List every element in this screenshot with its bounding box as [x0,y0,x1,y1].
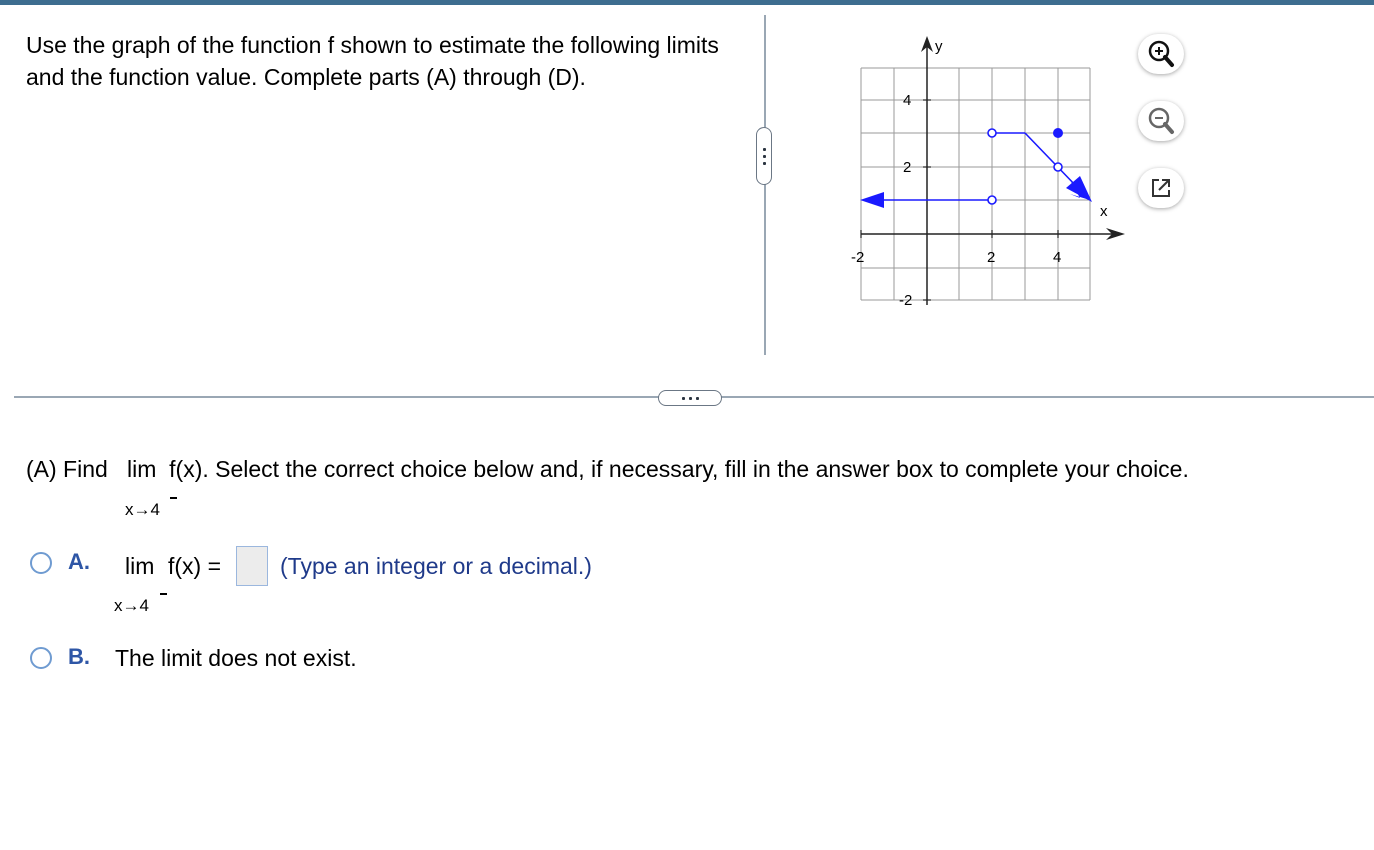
y-axis-label: y [935,38,943,55]
limit-subscript: x→4 [125,500,160,519]
vertical-divider [764,15,766,355]
part-a-prompt [26,456,1189,483]
choice-a-letter[interactable]: A. [68,549,90,574]
popout-icon [1148,175,1174,201]
x-tick-label: 4 [1053,249,1062,266]
y-tick-label: 4 [903,92,912,109]
x-axis-label: x [1100,203,1108,220]
open-point [1054,163,1062,171]
choice-a-expr: f(x) = [168,553,222,579]
choice-a-lim: lim [125,553,155,579]
open-point [988,196,996,204]
superscript-minus [170,497,177,499]
y-tick-label: 2 [903,159,912,176]
axes [861,46,1112,305]
closed-point [1053,128,1063,138]
lim-text: lim [126,456,157,482]
left-arrowhead [860,192,884,208]
fx-text: f(x). [169,456,209,482]
zoom-out-button[interactable] [1138,101,1184,141]
part-a-label: (A) Find [26,456,108,482]
popout-button[interactable] [1138,168,1184,208]
zoom-in-button[interactable] [1138,34,1184,74]
x-tick-label: -2 [851,249,865,266]
superscript-minus [160,593,167,595]
vertical-resize-handle[interactable] [756,127,772,185]
horizontal-resize-handle[interactable] [658,390,722,406]
choice-a-radio[interactable] [30,552,52,574]
answer-input-box[interactable] [236,546,268,586]
question-text: Use the graph of the function f shown to estimate the following limits and the function value. Complete parts (A) through (D). [26,32,719,90]
zoom-out-icon [1146,106,1176,136]
open-point [988,129,996,137]
choice-b-letter[interactable]: B. [68,644,90,669]
y-tick-label: -2 [899,292,913,309]
choice-b-radio[interactable] [30,647,52,669]
choice-a-subscript: x→4 [114,596,149,615]
choice-a-hint: (Type an integer or a decimal.) [280,553,592,579]
instructions-text: Select the correct choice below and, if necessary, fill in the answer box to complete your choice. [215,456,1189,482]
choice-b-text[interactable]: The limit does not exist. [115,645,357,671]
function-graph [840,30,1130,320]
zoom-in-icon [1146,39,1176,69]
x-tick-label: 2 [987,249,996,266]
top-bar [0,0,1374,5]
